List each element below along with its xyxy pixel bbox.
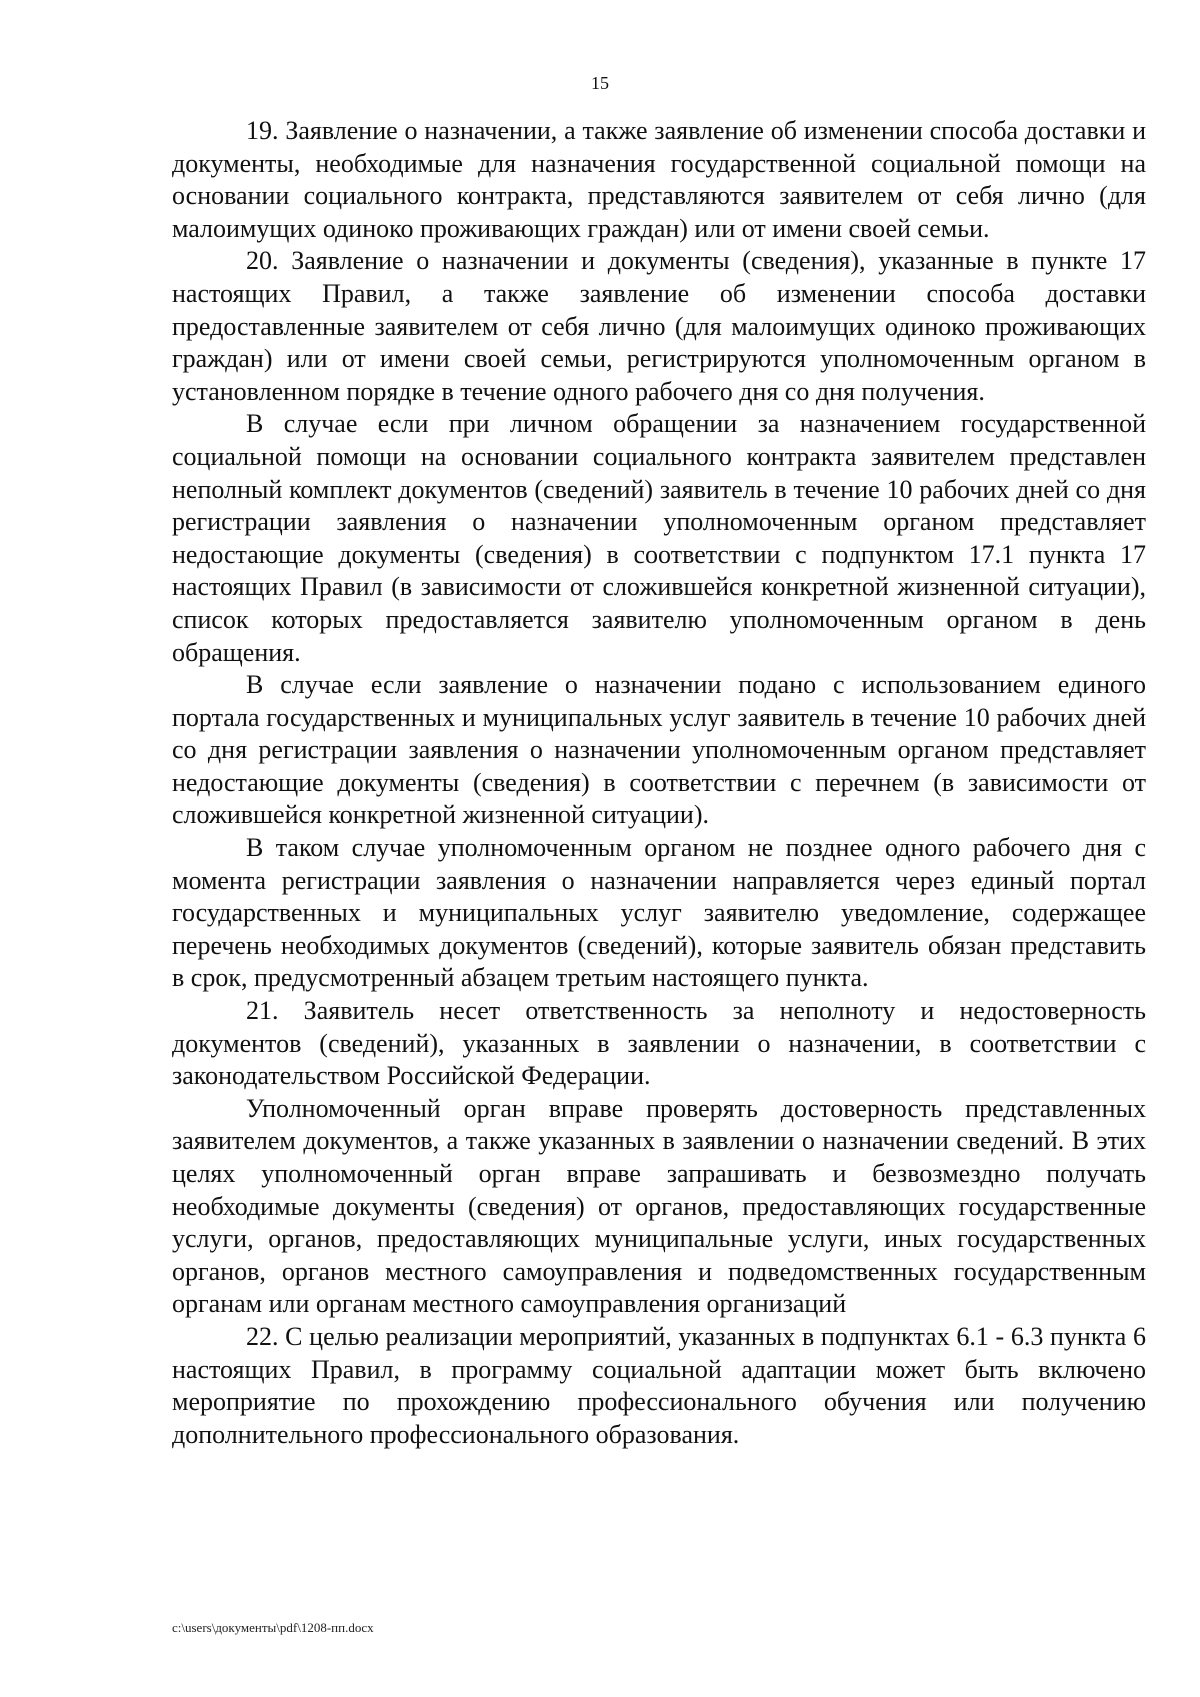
page-number: 15 (591, 73, 609, 93)
paragraph-22: 22. С целью реализации мероприятий, указанных в подпунктах 6.1 - 6.3 пункта 6 настоящих Правил, в программу социальной адаптации может быть включено мероприятие по прохождению профессионального обучения или получению дополнительного профессионального образования. (172, 1321, 1146, 1449)
paragraph-21-verification: Уполномоченный орган вправе проверять достоверность представленных заявителем документов, а также указанных в заявлении о назначении сведений. В этих целях уполномоченный орган вправе запрашивать и безвозмездно получать необходимые документы (сведения) от органов, предоставляющих государственные услуги, органов, предоставляющих муниципальные услуги, иных государственных органов, органов местного самоуправления и подведомственных государственным органам или органам местного самоуправления организаций (172, 1093, 1146, 1319)
paragraph-20-personal-request: В случае если при личном обращении за назначением государственной социальной помощи на основании социального контракта заявителем представлен неполный комплект документов (сведений) заявитель в течение 10 рабочих дней со дня регистрации заявления о назначении уполномоченным органом представляет недостающие документы (сведения) в соответствии с подпунктом 17.1 пункта 17 настоящих Правил (в зависимости от сложившейся конкретной жизненной ситуации), список которых предоставляется заявителю уполномоченным органом в день обращения. (172, 409, 1146, 667)
document-body (172, 115, 1146, 1451)
paragraph-21: 21. Заявитель несет ответственность за неполноту и недостоверность документов (сведений), указанных в заявлении о назначении, в соответствии с законодательством Российской Федерации. (172, 996, 1146, 1091)
footer-file-path: c:\users\документы\pdf\1208-пп.docx (172, 1620, 374, 1635)
paragraph-20: 20. Заявление о назначении и документы (сведения), указанные в пункте 17 настоящих Правил, а также заявление об изменении способа доставки предоставленные заявителем от себя лично (для малоимущих одиноко проживающих граждан) или от имени своей семьи, регистрируются уполномоченным органом в установленном порядке в течение одного рабочего дня со дня получения. (172, 246, 1146, 406)
paragraph-20-portal-request: В случае если заявление о назначении подано с использованием единого портала государственных и муниципальных услуг заявитель в течение 10 рабочих дней со дня регистрации заявления о назначении уполномоченным органом представляет недостающие документы (сведения) в соответствии с перечнем (в зависимости от сложившейся конкретной жизненной ситуации). (172, 670, 1146, 830)
paragraph-20-notification: В таком случае уполномоченным органом не позднее одного рабочего дня с момента регистрации заявления о назначении направляется через единый портал государственных и муниципальных услуг заявителю уведомление, содержащее перечень необходимых документов (сведений), которые заявитель обязан представить в срок, предусмотренный абзацем третьим настоящего пункта. (172, 833, 1146, 993)
paragraph-19: 19. Заявление о назначении, а также заявление об изменении способа доставки и документы, необходимые для назначения государственной социальной помощи на основании социального контракта, представляются заявителем от себя лично (для малоимущих одиноко проживающих граждан) или от имени своей семьи. (172, 116, 1146, 243)
